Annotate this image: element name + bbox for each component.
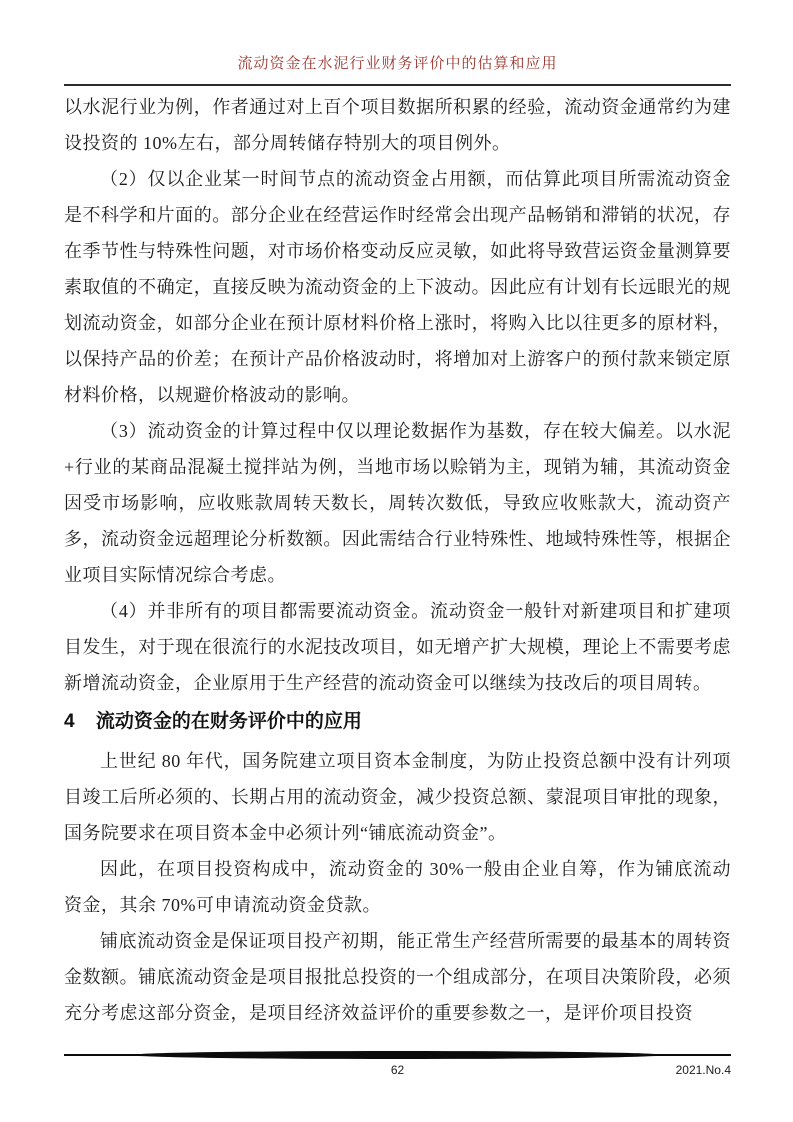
paragraph: （3）流动资金的计算过程中仅以理论数据作为基数，存在较大偏差。以水泥+行业的某商品混凝土搅拌站为例，当地市场以赊销为主，现销为辅，其流动资金因受市场影响，应收账款周转天数长，周转次数低，导致应收账款大，流动资产多，流动资金远超理论分析数额。因此需结合行业特殊性、地域特殊性等，根据企业项目实际情况综合考虑。 xyxy=(64,421,731,585)
paragraph: 铺底流动资金是保证项目投产初期，能正常生产经营所需要的最基本的周转资金数额。铺底流动资金是项目报批总投资的一个组成部分，在项目决策阶段，必须充分考虑这部分资金，是项目经济效益评价的重要参数之一，是评价项目投资 xyxy=(64,931,731,1023)
footer-divider-lens xyxy=(131,1051,665,1059)
issue-label: 2021.No.4 xyxy=(675,1063,731,1077)
paragraph: 上世纪 80 年代，国务院建立项目资本金制度，为防止投资总额中没有计列项目竣工后所必须的、长期占用的流动资金，减少投资总额、蒙混项目审批的现象，国务院要求在项目资本金中必须计列“铺底流动资金”。 xyxy=(64,751,731,843)
document-body xyxy=(64,89,731,1031)
section-title: 流动资金的在财务评价中的应用 xyxy=(95,711,362,732)
footer-divider xyxy=(64,1051,731,1059)
paragraph: 以水泥行业为例，作者通过对上百个项目数据所积累的经验，流动资金通常约为建设投资的 10%左右，部分周转储存特别大的项目例外。 xyxy=(64,97,731,153)
page-footer xyxy=(64,1051,731,1078)
section-number: 4 xyxy=(64,711,75,732)
footer-row xyxy=(64,1062,731,1078)
page-header xyxy=(64,54,731,86)
page-number: 62 xyxy=(390,1063,405,1077)
page-content xyxy=(64,0,731,1031)
header-title: 流动资金在水泥行业财务评价中的估算和应用 xyxy=(237,56,558,72)
paragraph: 因此，在项目投资构成中，流动资金的 30%一般由企业自筹，作为铺底流动资金，其余 70%可申请流动资金贷款。 xyxy=(64,859,731,915)
section-heading xyxy=(64,702,731,742)
paragraph: （4）并非所有的项目都需要流动资金。流动资金一般针对新建项目和扩建项目发生，对于现在很流行的水泥技改项目，如无增产扩大规模，理论上不需要考虑新增流动资金，企业原用于生产经营的流动资金可以继续为技改后的项目周转。 xyxy=(64,601,731,693)
paragraph: （2）仅以企业某一时间节点的流动资金占用额，而估算此项目所需流动资金是不科学和片面的。部分企业在经营运作时经常会出现产品畅销和滞销的状况，存在季节性与特殊性问题，对市场价格变动反应灵敏，如此将导致营运资金量测算要素取值的不确定，直接反映为流动资金的上下波动。因此应有计划有长远眼光的规划流动资金，如部分企业在预计原材料价格上涨时，将购入比以往更多的原材料，以保持产品的价差；在预计产品价格波动时，将增加对上游客户的预付款来锁定原材料价格，以规避价格波动的影响。 xyxy=(64,169,731,405)
